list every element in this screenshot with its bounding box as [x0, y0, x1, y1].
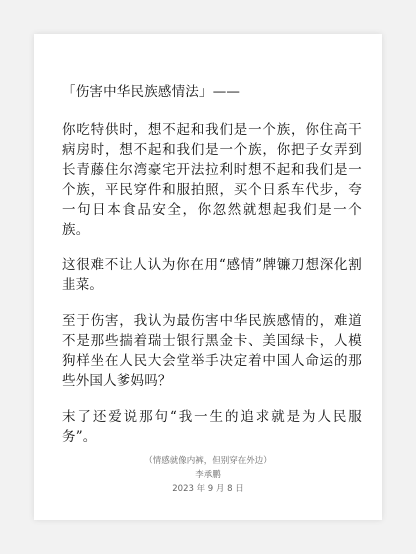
document-footer — [34, 454, 382, 496]
document-body — [62, 82, 362, 463]
footer-caption: （情感就像内裤，但别穿在外边） — [144, 456, 272, 466]
document-card — [34, 34, 382, 520]
paragraph-2: 这很难不让人认为你在用“感情”牌镰刀想深化割韭菜。 — [62, 257, 362, 293]
paragraph-3: 至于伤害，我认为最伤害中华民族感情的，难道不是那些揣着瑞士银行黑金卡、美国绿卡，人模狗样坐在人民大会堂举手决定着中国人命运的那些外国人爹妈吗？ — [62, 313, 362, 389]
paragraph-1: 你吃特供时，想不起和我们是一个族，你住高干病房时，想不起和我们是一个族，你把子女弄到长青藤住尔湾豪宅开法拉利时想不起和我们是一个族，平民穿件和服拍照，买个日系车代步，夸一句日本食品安全，你忽然就想起我们是一个族。 — [62, 122, 362, 238]
paragraph-4: 末了还爱说那句“我一生的追求就是为人民服务”。 — [62, 409, 362, 445]
footer-author: 李承鹏 — [195, 470, 221, 480]
footer-date: 2023 年 9 月 8 日 — [172, 484, 244, 494]
document-title: 「伤害中华民族感情法」—— — [62, 84, 241, 100]
